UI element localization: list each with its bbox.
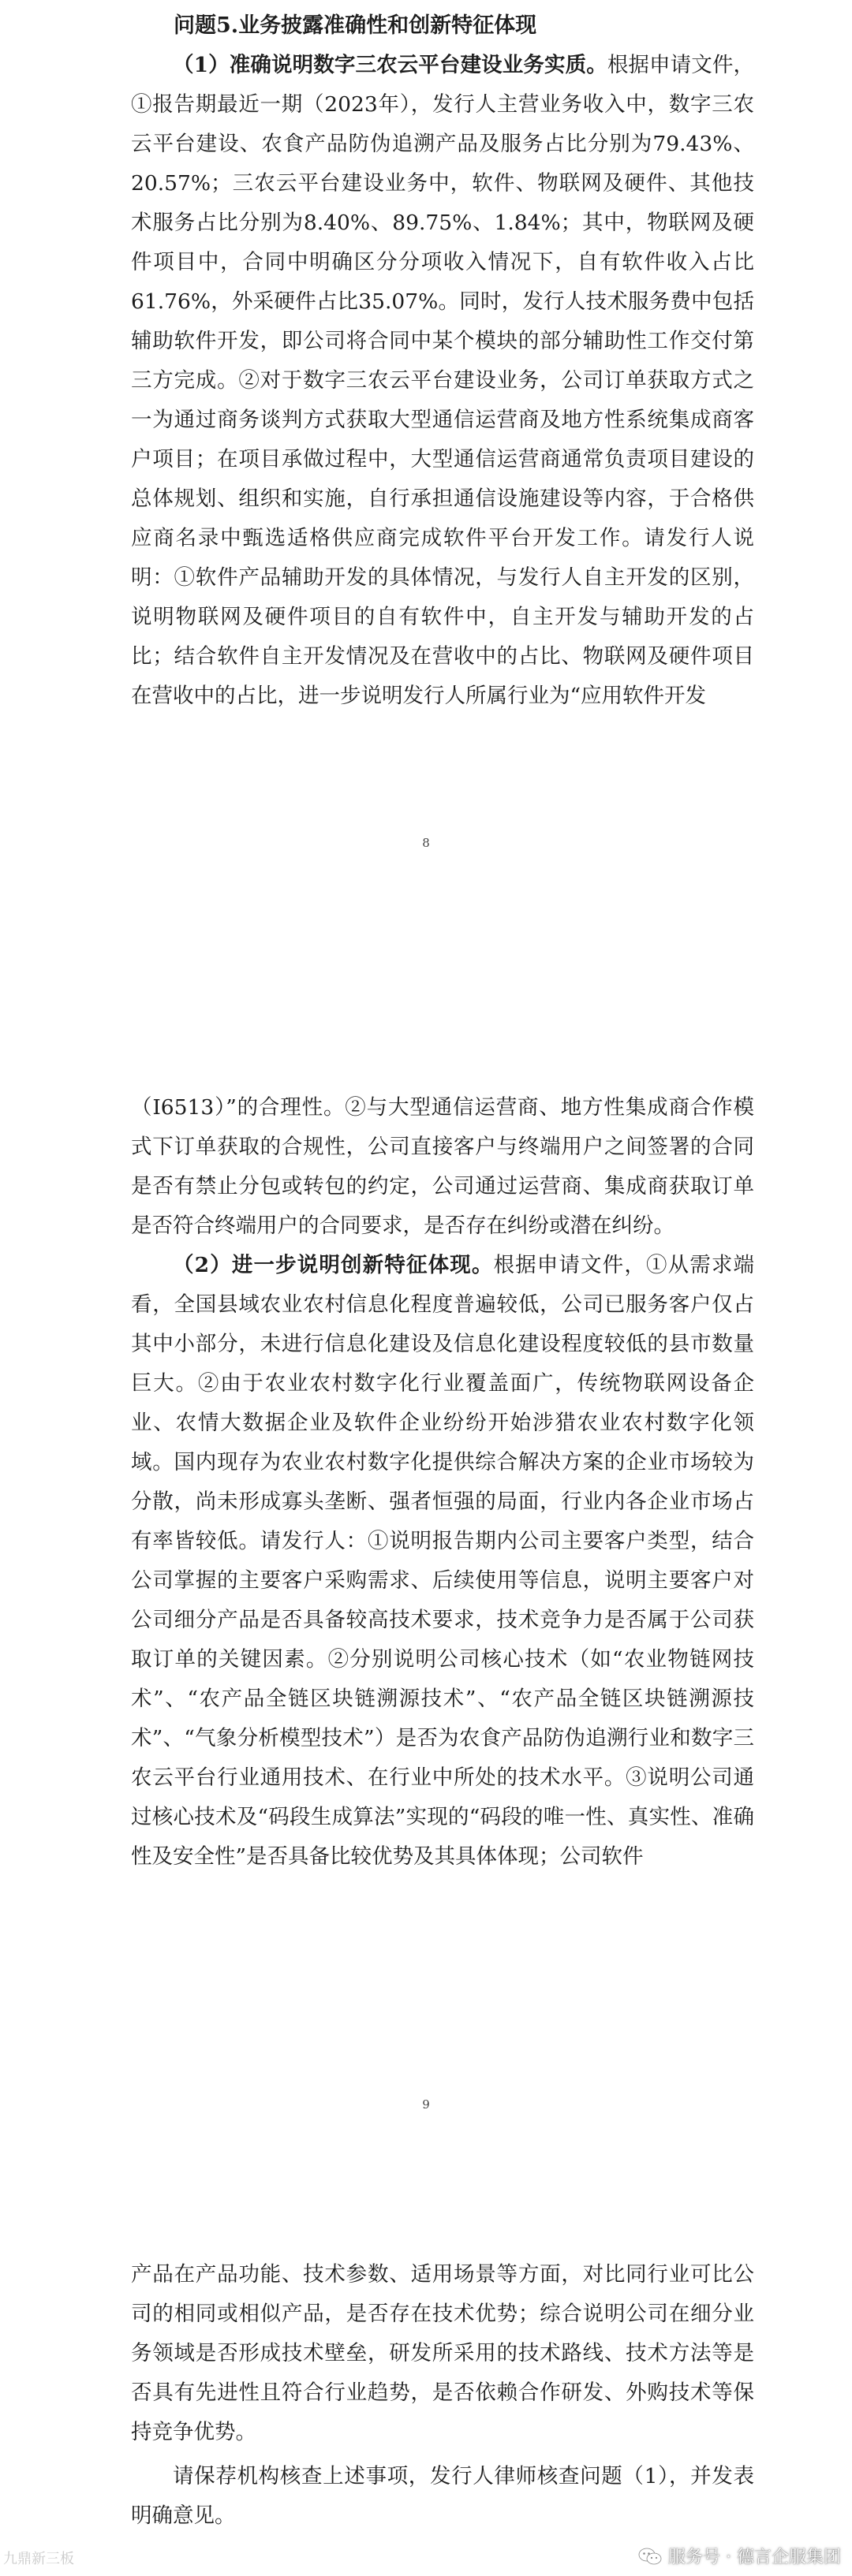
paragraph-3-1: 产品在产品功能、技术参数、适用场景等方面，对比同行业可比公司的相同或相似产品，是否存在技术优势；综合说明公司在细分业务领域是否形成技术壁垒，研发所采用的技术路线、技术方法等是否具有先进性且符合行业趋势，是否依赖合作研发、外购技术等保持竞争优势。	[131, 2262, 754, 2444]
document-page-8	[0, 0, 852, 859]
subheading-1: （1）准确说明数字三农云平台建设业务实质。	[173, 53, 607, 77]
paragraph-2-2	[131, 1246, 754, 1877]
wechat-icon	[638, 2548, 662, 2565]
watermark-right	[638, 2544, 841, 2568]
paragraph-1-1-text: 根据申请文件，①报告期最近一期（2023年），发行人主营业务收入中，数字三农云平台建设、农食产品防伪追溯产品及服务占比分别为79.43%、20.57%；三农云平台建设业务中，软件、物联网及硬件、其他技术服务占比分别为8.40%、89.75%、1.84%；其中，物联网及硬件项目中，合同中明确区分分项收入情况下，自有软件收入占比61.76%，外采硬件占比35.07%。同时，发行人技术服务费中包括辅助软件开发，即公司将合同中某个模块的部分辅助性工作交付第三方完成。②对于数字三农云平台建设业务，公司订单获取方式之一为通过商务谈判方式获取大型通信运营商及地方性系统集成商客户项目；在项目承做过程中，大型通信运营商通常负责项目建设的总体规划、组织和实施，自行承担通信设施建设等内容，于合格供应商名录中甄选适格供应商完成软件平台开发工作。请发行人说明：①软件产品辅助开发的具体情况，与发行人自主开发的区别，说明物联网及硬件项目的自有软件中，自主开发与辅助开发的占比；结合软件自主开发情况及在营收中的占比、物联网及硬件项目在营收中的占比，进一步说明发行人所属行业为“应用软件开发	[131, 53, 754, 708]
page-number: 8	[422, 836, 430, 850]
paragraph-2-1: （I6513）”的合理性。②与大型通信运营商、地方性集成商合作模式下订单获取的合规性，公司直接客户与终端用户之间签署的合同是否有禁止分包或转包的约定，公司通过运营商、集成商获取订单是否符合终端用户的合同要求，是否存在纠纷或潜在纠纷。	[131, 1095, 754, 1238]
document-page-10	[0, 2255, 852, 2576]
subheading-2: （2）进一步说明创新特征体现。	[173, 1253, 494, 1277]
section-heading: 问题5.业务披露准确性和创新特征体现	[174, 13, 537, 38]
document-page-9	[0, 1088, 852, 2350]
watermark-right-text: 服务号 · 德言企服集团	[668, 2548, 841, 2567]
watermark-left	[3, 2548, 74, 2568]
paragraph-2-2-text: 根据申请文件，①从需求端看，全国县域农业农村信息化程度普遍较低，公司已服务客户仅占其中小部分，未进行信息化建设及信息化建设程度较低的县市数量巨大。②由于农业农村数字化行业覆盖面广，传统物联网设备企业、农情大数据企业及软件企业纷纷开始涉猎农业农村数字化领域。国内现存为农业农村数字化提供综合解决方案的企业市场较为分散，尚未形成寡头垄断、强者恒强的局面，行业内各企业市场占有率皆较低。请发行人：①说明报告期内公司主要客户类型，结合公司掌握的主要客户采购需求、后续使用等信息，说明主要客户对公司细分产品是否具备较高技术要求，技术竞争力是否属于公司获取订单的关键因素。②分别说明公司核心技术（如“农业物链网技术”、“农产品全链区块链溯源技术”、“农产品全链区块链溯源技术”、“气象分析模型技术”）是否为农食产品防伪追溯行业和数字三农云平台行业通用技术、在行业中所处的技术水平。③说明公司通过核心技术及“码段生成算法”实现的“码段的唯一性、真实性、准确性及安全性”是否具备比较优势及其具体体现；公司软件	[131, 1253, 755, 1869]
watermark-left-text: 九鼎新三板	[3, 2551, 74, 2567]
page-number: 9	[422, 2097, 430, 2112]
paragraph-3-2: 请保荐机构核查上述事项，发行人律师核查问题（1），并发表明确意见。	[131, 2464, 754, 2528]
paragraph-1-1	[131, 46, 754, 716]
